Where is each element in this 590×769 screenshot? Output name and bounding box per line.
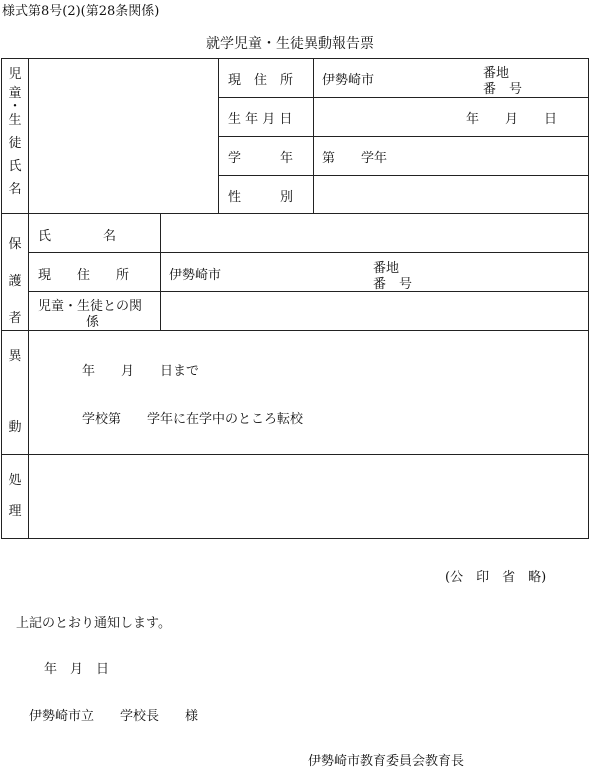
student-address-label: 現 住 所 bbox=[228, 73, 294, 88]
guardian-relation-label-cont: 係 bbox=[86, 315, 100, 330]
guardian-address-banchi: 番地 bbox=[373, 261, 400, 276]
form-number: 様式第8号(2)(第28条関係) bbox=[2, 4, 160, 19]
label-char: 児 bbox=[8, 67, 22, 82]
transfer-school-text: 学校第 学年に在学中のところ転校 bbox=[82, 412, 304, 427]
divider bbox=[1, 330, 589, 331]
student-gender-label: 性 別 bbox=[228, 190, 294, 205]
guardian-address-bango: 番 号 bbox=[373, 277, 413, 292]
divider bbox=[28, 291, 589, 292]
student-birth-label: 生 年 月 日 bbox=[228, 112, 293, 127]
student-grade-label: 学 年 bbox=[228, 151, 294, 166]
label-char: 異 bbox=[8, 349, 22, 364]
student-grade-value: 第 学年 bbox=[322, 151, 388, 166]
divider bbox=[1, 454, 589, 455]
label-char: 生 bbox=[8, 113, 22, 128]
guardian-address-label: 現 住 所 bbox=[38, 268, 130, 283]
student-address-banchi: 番地 bbox=[483, 66, 510, 81]
guardian-relation-label: 児童・生徒との関 bbox=[38, 299, 143, 314]
label-char: 処 bbox=[8, 473, 22, 488]
transfer-section-label bbox=[7, 348, 23, 436]
label-char: 氏 bbox=[8, 159, 22, 174]
notice-text: 上記のとおり通知します。 bbox=[16, 616, 171, 631]
label-char: 童 bbox=[8, 86, 22, 101]
guardian-name-label: 氏 名 bbox=[38, 229, 117, 244]
divider bbox=[160, 213, 161, 330]
divider bbox=[218, 97, 589, 98]
sender: 伊勢崎市教育委員会教育長 bbox=[308, 754, 465, 769]
guardian-section-label bbox=[7, 226, 23, 337]
divider bbox=[218, 136, 589, 137]
label-char: 理 bbox=[8, 504, 22, 519]
divider bbox=[28, 252, 589, 253]
label-char: 者 bbox=[8, 311, 22, 326]
guardian-address-value: 伊勢崎市 bbox=[169, 268, 222, 283]
label-char: 護 bbox=[8, 274, 22, 289]
student-address-bango: 番 号 bbox=[483, 82, 523, 97]
addressee: 伊勢崎市立 学校長 様 bbox=[29, 709, 199, 724]
student-address-value: 伊勢崎市 bbox=[322, 73, 375, 88]
divider bbox=[218, 175, 589, 176]
label-char: 徒 bbox=[8, 136, 22, 151]
processing-section-label bbox=[7, 472, 23, 520]
label-char: 動 bbox=[8, 420, 22, 435]
label-char: ・ bbox=[8, 99, 22, 114]
form-title: 就学児童・生徒異動報告票 bbox=[206, 36, 374, 52]
student-birth-value: 年 月 日 bbox=[466, 112, 558, 127]
notice-date: 年 月 日 bbox=[44, 662, 110, 677]
label-char: 保 bbox=[8, 237, 22, 252]
label-char: 名 bbox=[8, 182, 22, 197]
transfer-date-text: 年 月 日まで bbox=[82, 364, 200, 379]
seal-omitted-note: (公 印 省 略) bbox=[445, 570, 547, 585]
divider bbox=[28, 58, 29, 539]
student-section-label bbox=[7, 66, 23, 198]
divider bbox=[1, 213, 589, 214]
